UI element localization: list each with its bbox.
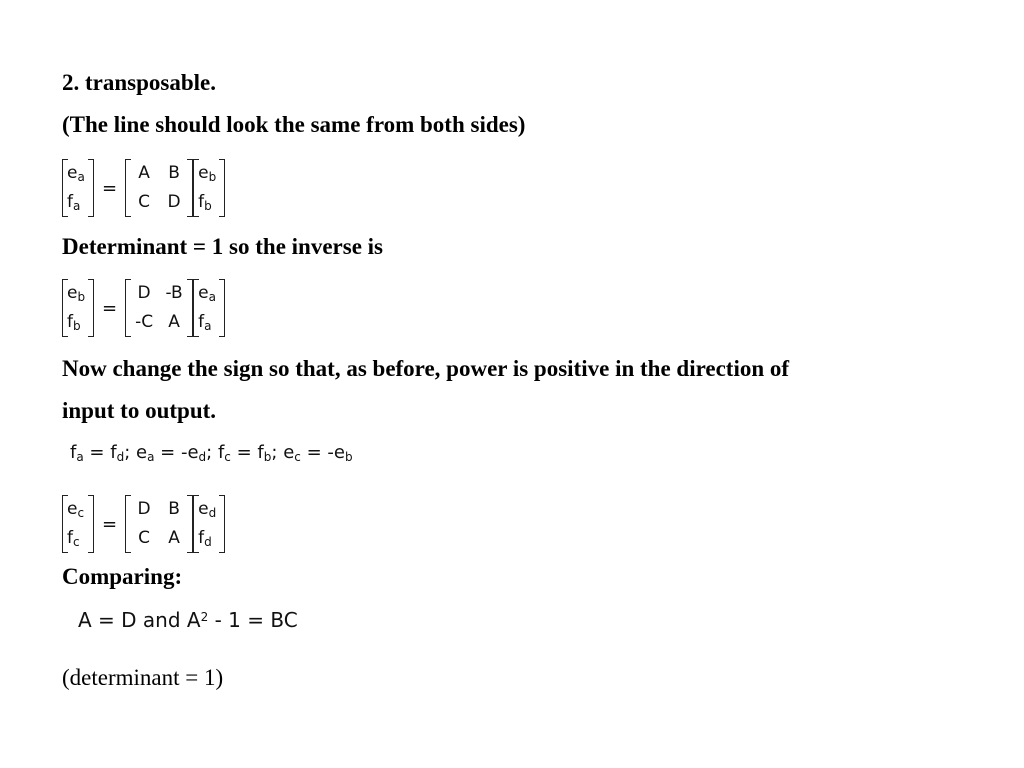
rhs-vector [193, 159, 225, 217]
note: (The line should look the same from both sides) [62, 112, 526, 137]
matrix-entry: A [168, 312, 180, 332]
matrix-entry: A [138, 163, 150, 183]
transfer-matrix [125, 495, 193, 553]
matrix-entry: D [137, 499, 151, 519]
matrix-entry: -B [165, 283, 183, 303]
vector-entry: $f_a$ [67, 192, 81, 213]
inverse-matrix [125, 279, 193, 337]
matrix-entry: -C [135, 312, 154, 332]
transfer-matrix [125, 159, 193, 217]
comparing-label: Comparing: [62, 564, 183, 589]
vector-entry: $e_a$ [198, 283, 216, 304]
lhs-vector [62, 279, 94, 337]
equals-sign: = [102, 297, 118, 319]
matrix-equation-2 [62, 276, 225, 340]
vector-entry: $f_a$ [198, 312, 212, 333]
vector-entry: $e_b$ [198, 163, 217, 184]
lhs-vector [62, 159, 94, 217]
sign-change-text-line1: Now change the sign so that, as before, power is positive in the direction of [62, 356, 790, 381]
matrix-entry: D [137, 283, 151, 303]
matrix-equation-3 [62, 492, 225, 556]
matrix-equation-1 [62, 156, 225, 220]
matrix-entry: C [138, 192, 151, 212]
result-relation: A = D and $A^2 - 1$ = BC [78, 608, 298, 632]
matrix-entry: B [168, 163, 180, 183]
vector-entry: $e_b$ [67, 283, 86, 304]
vector-entry: $e_c$ [67, 499, 85, 520]
rhs-vector [193, 279, 225, 337]
vector-entry: $f_b$ [67, 312, 81, 333]
lhs-vector [62, 495, 94, 553]
vector-entry: $e_d$ [198, 499, 217, 520]
matrix-entry: D [167, 192, 181, 212]
equals-sign: = [102, 513, 118, 535]
vector-entry: $f_b$ [198, 192, 212, 213]
matrix-entry: C [138, 528, 151, 548]
sign-change-text-line2: input to output. [62, 398, 217, 423]
vector-entry: $f_c$ [67, 528, 80, 549]
matrix-entry: A [168, 528, 180, 548]
determinant-text: Determinant = 1 so the inverse is [62, 234, 384, 259]
heading: 2. transposable. [62, 70, 216, 95]
substitutions: $f_a = f_d$; $e_a = -e_d$; $f_c = f_b$; $e_c = -e_b$ [70, 442, 353, 464]
vector-entry: $e_a$ [67, 163, 85, 184]
rhs-vector [193, 495, 225, 553]
vector-entry: $f_d$ [198, 528, 212, 549]
footer-note: (determinant = 1) [62, 665, 224, 690]
equals-sign: = [102, 177, 118, 199]
matrix-entry: B [168, 499, 180, 519]
